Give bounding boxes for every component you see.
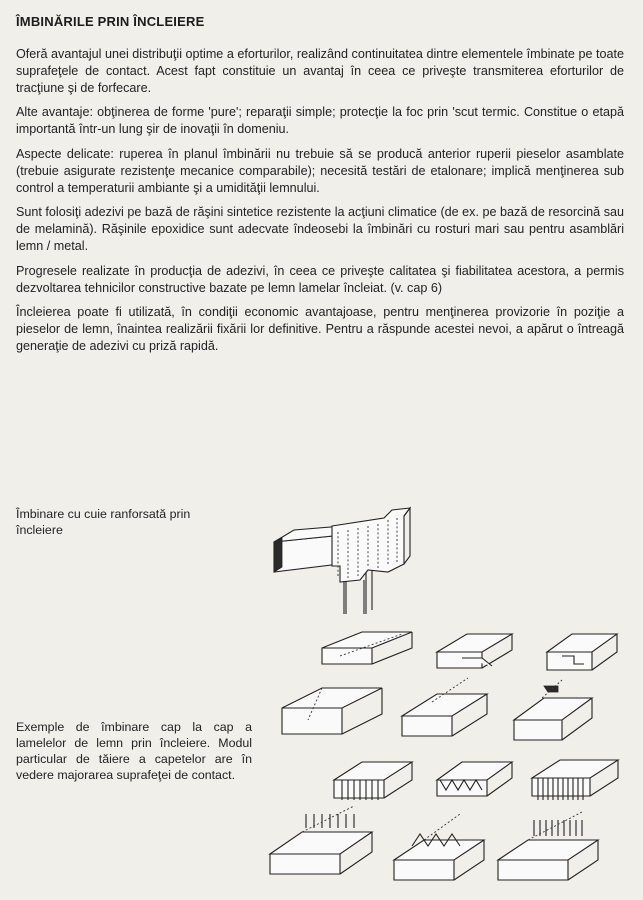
paragraph-1: Oferă avantajul unei distribuţii optime a eforturilor, realizând continuitatea dintre elementele îmbinate pe toate suprafeţele de contact. Acest fapt constituie un avantaj în ceea ce priveşte transmiterea eforturilor de tracţiune şi de forfecare. (16, 47, 624, 95)
nailed-glued-joint-drawing (268, 486, 428, 614)
figure2-caption: Exemple de îmbinare cap la cap a lamelelor de lemn prin încleiere. Modul particular de tăiere a capetelor are în vedere majorarea suprafeţei de contact. (16, 720, 252, 782)
paragraph-4: Sunt folosiţi adezivi pe bază de răşini sintetice rezistente la acţiuni climatice (de ex. pe bază de resorcină sau de melamină). Răşinile epoxidice sunt adecvate îndeosebi la îmbinări cu rosturi mari sau pentru asamblări lemn / metal. (16, 205, 624, 253)
row1-joints (282, 632, 617, 740)
paragraph-2: Alte avantaje: obţinerea de forme 'pure'; reparaţii simple; protecţie la foc prin 'scut termic. Constitue o etapă importantă într-un lung şir de inovaţii în domeniu. (16, 105, 624, 137)
end-joint-examples-drawing (262, 628, 628, 896)
paragraph-5: Progresele realizate în producţia de adezivi, în ceea ce priveşte calitatea şi fiabilitatea acestora, a permis dezvoltarea tehnicilor constructive bazate pe lemn lamelar încleiat. (v. cap 6) (16, 263, 624, 295)
row2-joints (270, 760, 618, 880)
body-text (16, 46, 624, 363)
section-title: ÎMBINĂRILE PRIN ÎNCLEIERE (16, 14, 205, 29)
paragraph-6: Încleierea poate fi utilizată, în condiţii economic avantajoase, pentru menţinerea provizorie în poziţie a pieselor de lemn, înaintea realizării fixării lor definitive. Pentru a răspunde acestei nevoi, a apărut o întreagă generaţie de adezivi cu priză rapidă. (16, 305, 624, 353)
figure1-caption: Îmbinare cu cuie ranforsată prin încleiere (16, 507, 191, 537)
paragraph-3: Aspecte delicate: ruperea în planul îmbinării nu trebuie să se producă anterior ruperii pieselor asamblate (trebuie asigurate rezistenţe mecanice comparabile); necesită testări de etalonare; implică menţinerea sub control a temperaturii ambiante şi a umidităţii lemnului. (16, 146, 624, 195)
